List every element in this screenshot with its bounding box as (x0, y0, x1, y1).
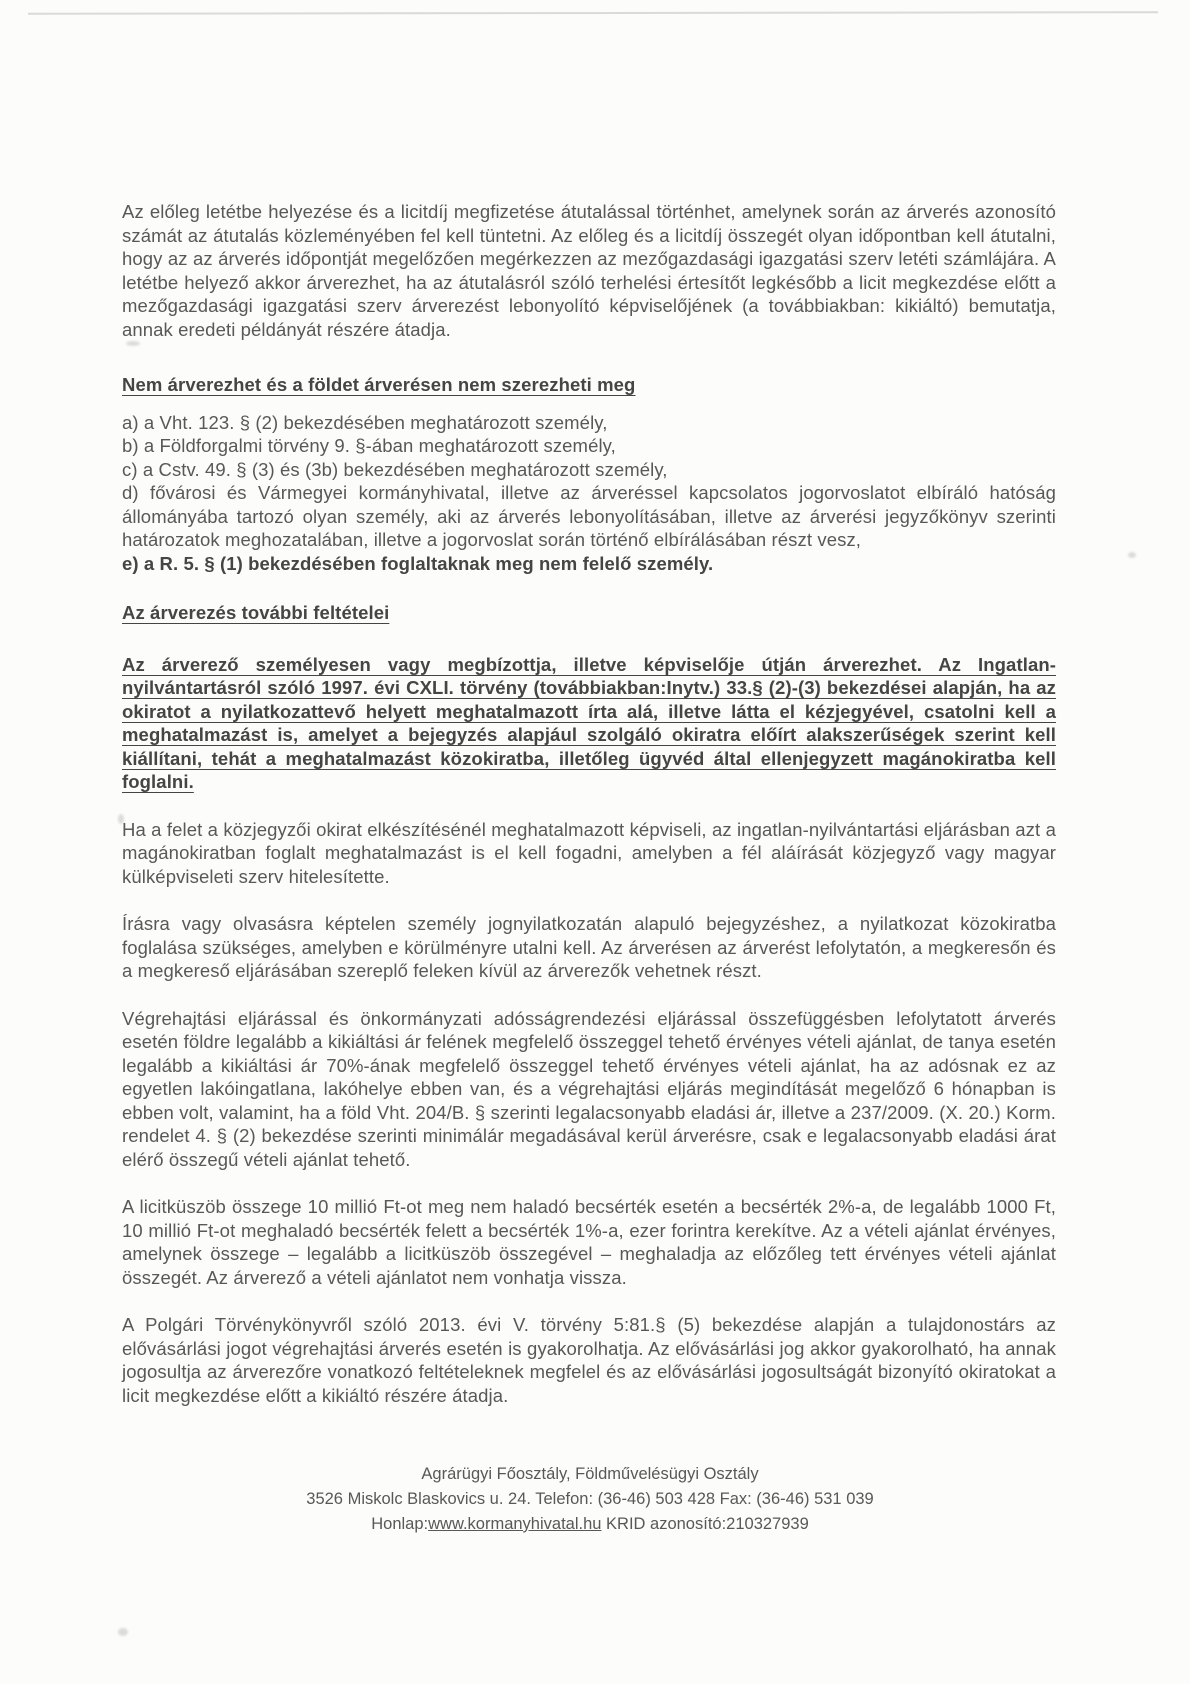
scan-speck (118, 1628, 128, 1636)
footer-web-krid (35, 1512, 1145, 1537)
scan-artifact-line (28, 11, 1158, 15)
heading-exclusions: Nem árverezhet és a földet árverésen nem szerezheti meg (122, 374, 636, 395)
paragraph-bid-threshold: A licitküszöb összege 10 millió Ft-ot meg nem haladó becsérték esetén a becsérték 2%-a, de legalább 1000 Ft, 10 millió Ft-ot meghaladó becsérték felett a becsérték 1%-a, ezer forintra kerekítve. Az a vételi ajánlat érvényes, amelynek összege – legalább a licitküszöb összegével – meghaladja az előzőleg tett érvényes vételi ajánlat összegét. Az árverező a vételi ajánlatot nem vonhatja vissza. (122, 1196, 1056, 1288)
heading-further-conditions: Az árverezés további feltételei (122, 602, 390, 623)
exclusion-item-e: e) a R. 5. § (1) bekezdésében foglaltaknak meg nem felelő személy. (122, 552, 714, 574)
paragraph-deposit-transfer: Az előleg letétbe helyezése és a licitdíj megfizetése átutalással történhet, amelynek során az árverés azonosító számát az átutalás közleményében fel kell tüntetni. Az előleg és a licitdíj összegét olyan időpontban kell átutalni, hogy az az árverés időpontját megelőzően megérkezzen az mezőgazdasági igazgatási szerv letéti számlájára. A letétbe helyező akkor árverezhet, ha az átutalásról szóló terhelési értesítőt legkésőbb a licit megkezdése előtt a mezőgazdasági igazgatási szerv árverezést lebonyolító képviselőjének (a továbbiakban: kikiáltó) bemutatja, annak eredeti példányát részére átadja. (122, 201, 1056, 340)
exclusion-item-b: b) a Földforgalmi törvény 9. §-ában meghatározott személy, (122, 435, 616, 456)
exclusion-item-c: c) a Cstv. 49. § (3) és (3b) bekezdésében meghatározott személy, (122, 458, 668, 480)
paragraph-enforcement-auction: Végrehajtási eljárással és önkormányzati adósságrendezési eljárással összefüggésben lefolytatott árverés esetén földre legalább a kikiáltási ár felének megfelelő összeggel tehető érvényes vételi ajánlat, de tanya esetén legalább a kikiáltási ár 70%-ának megfelelő összeggel tehető érvényes vételi ajánlat, ha az adósnak ez az egyetlen lakóingatlana, lakóhelye ebben van, és a végrehajtási eljárás megindítását megelőző 6 hónapban is ebben volt, valamint, ha a föld Vht. 204/B. § szerinti legalacsonyabb eladási ár, illetve a 237/2009. (X. 20.) Korm. rendelet 4. § (2) bekezdése szerinti minimálár megadásával kerül árverésre, csak e legalacsonyabb eladási árat elérő összegű vételi ajánlat tehető. (122, 1007, 1056, 1170)
footer-department: Agrárügyi Főosztály, Földművelésügyi Osztály (421, 1465, 759, 1483)
exclusion-item-d: d) fővárosi és Vármegyei kormányhivatal, illetve az árveréssel kapcsolatos jogorvoslatot elbíráló hatóság állományába tartozó olyan személy, aki az árverés lebonyolításában, illetve az árverési jegyzőkönyv szerinti határozatok meghozatalában, illetve a jogorvoslat során történő elbírálásában részt vesz, (122, 482, 1056, 550)
document-footer (35, 1462, 1145, 1537)
paragraph-illiterate-person: Írásra vagy olvasásra képtelen személy jognyilatkozatán alapuló bejegyzéshez, a nyilatkozat közokiratba foglalása szükséges, amelyben e körülményre utalni kell. Az árverésen az árverést lefolytatón, a megkeresőn és a megkereső eljárásában szereplő feleken kívül az árverezők vehetnek részt. (122, 913, 1056, 981)
paragraph-notarial-deed: Ha a felet a közjegyzői okirat elkészítésénél meghatalmazott képviseli, az ingatlan-nyilvántartási eljárásban azt a magánokiratban foglalt meghatalmazást is el kell fogadni, amelyben a fél aláírását közjegyző vagy magyar külképviseleti szerv hitelesítette. (122, 818, 1056, 887)
footer-web-label: Honlap: (371, 1515, 429, 1533)
footer-address-phone: 3526 Miskolc Blaskovics u. 24. Telefon: (36-46) 503 428 Fax: (36-46) 531 039 (306, 1490, 874, 1508)
footer-krid: KRID azonosító:210327939 (601, 1515, 809, 1533)
paragraph-preemption-right: A Polgári Törvénykönyvről szóló 2013. évi V. törvény 5:81.§ (5) bekezdése alapján a tulajdonostárs az elővásárlási jogot végrehajtási árverés esetén is gyakorolhatja. Az elővásárlási jog akkor gyakorolható, ha annak jogosultja az árverezőre vonatkozó feltételeknek megfelel és az elővásárlási jogosultságát bizonyító okiratokat a licit megkezdése előtt a kikiáltó részére átadja. (122, 1314, 1056, 1406)
paragraph-representation-rules: Az árverező személyesen vagy megbízottja, illetve képviselője útján árverezhet. Az Ingatlan-nyilvántartásról szóló 1997. évi CXLI. törvény (továbbiakban:Inytv.) 33.§ (2)-(3) bekezdései alapján, ha az okiratot a nyilatkozattevő helyett meghatalmazott írta alá, illetve látta el kézjegyével, csatolni kell a meghatalmazást is, amelyet a bejegyzés alapjául szolgáló okiratra előírt alakszerűségek szerint kell kiállítani, tehát a meghatalmazást közokiratba, illetőleg ügyvéd által ellenjegyzett magánokiratba kell foglalni. (122, 653, 1056, 792)
exclusion-item-a: a) a Vht. 123. § (2) bekezdésében meghatározott személy, (122, 411, 608, 433)
exclusion-list (122, 411, 1056, 576)
website-link: www.kormanyhivatal.hu (428, 1515, 602, 1533)
scan-speck (1128, 552, 1136, 558)
document-body (122, 200, 1056, 1431)
